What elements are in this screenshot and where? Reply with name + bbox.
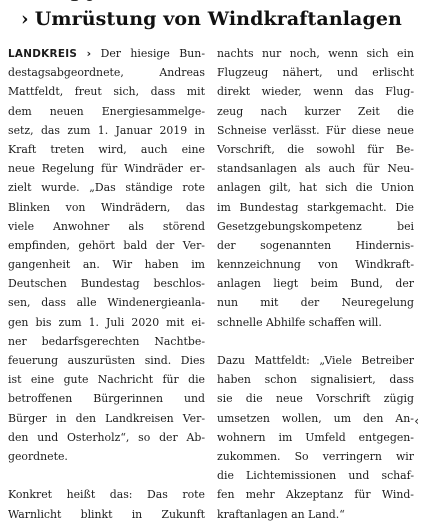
headline-chevron-icon: ›	[21, 8, 29, 30]
article-line: Blinken von Windrädern, das	[8, 200, 205, 214]
article-line: Deutschen Bundestag beschlos-	[8, 277, 205, 291]
article-line: Warnlicht blinkt in Zukunft	[8, 507, 205, 521]
article-line: anlagen gilt, hat sich die Union	[217, 181, 414, 195]
article-line: umsetzen wollen, um den An-	[217, 411, 414, 425]
article-line: destagsabgeordnete, Andreas	[8, 66, 205, 80]
headline-text: Umrüstung von Windkraftanlagen	[34, 8, 402, 30]
article-line	[8, 44, 205, 63]
article-line-text: Der hiesige Bun-	[100, 47, 206, 60]
article-line: wohnern im Umfeld entgegen-	[217, 430, 414, 444]
article-line: zeug nach kurzer Zeit die	[217, 104, 414, 118]
article-line: dem neuen Energiesammelge-	[8, 104, 205, 118]
article-line: Flugzeug nähert, und erlischt	[217, 66, 414, 80]
article-line: Bürger in den Landkreisen Ver-	[8, 411, 205, 425]
dateline-chevron-icon: ›	[86, 47, 92, 60]
chevron-left-icon[interactable]: ‹	[414, 414, 419, 428]
article-line: die Lichtemissionen und schaf-	[217, 469, 414, 483]
article-line: Vorschrift, die sowohl für Be-	[217, 142, 414, 156]
article-line: nachts nur noch, wenn sich ein	[217, 47, 414, 60]
article-line: direkt wieder, wenn das Flug-	[217, 85, 414, 99]
article-line: feuerung auszurüsten sind. Dies	[8, 354, 205, 367]
right-paragraph-2	[217, 351, 414, 524]
article-line: ist eine gute Nachricht für die	[8, 373, 205, 387]
article-line: sie die neue Vorschrift zügig	[217, 392, 414, 406]
article-line: nun mit der Neuregelung	[217, 296, 414, 310]
article-line: gangenheit an. Wir haben im	[8, 258, 205, 272]
article-line: fen mehr Akzeptanz für Wind-	[217, 488, 414, 502]
left-paragraph-2	[8, 485, 205, 523]
paragraph-gap	[8, 466, 205, 485]
article-line: schnelle Abhilfe schaffen will.	[217, 315, 382, 329]
article-line: im Bundestag starkgemacht. Die	[217, 200, 414, 214]
article-line: Dazu Mattfeldt: „Viele Betreiber	[217, 354, 414, 367]
cut-off-previous-headline	[0, 0, 423, 3]
article-line: den und Osterholz“, so der Ab-	[8, 430, 205, 444]
article-line: betroffenen Bürgerinnen und	[8, 392, 205, 406]
article-line: Schneise verlässt. Für diese neue	[217, 123, 414, 137]
article-line: standsanlagen als auch für Neu-	[217, 162, 414, 176]
article-line: Gesetzgebungskompetenz bei	[217, 219, 414, 233]
article-line: Kraft treten wird, auch eine	[8, 142, 205, 156]
article-headline	[0, 4, 423, 34]
paragraph-gap	[217, 332, 414, 351]
article-line: sen, dass alle Windenergieanla-	[8, 296, 205, 310]
article-line: zukommen. So verringern wir	[217, 449, 414, 463]
article-line: Konkret heißt das: Das rote	[8, 488, 205, 502]
right-paragraph-1	[217, 44, 414, 332]
article-line: haben schon signalisiert, dass	[217, 373, 414, 387]
article-line: setz, das zum 1. Januar 2019 in	[8, 123, 205, 137]
left-paragraph-1	[8, 63, 205, 466]
article-line: gen bis zum 1. Juli 2020 mit ei-	[8, 315, 205, 329]
article-line: anlagen liegt beim Bund, der	[217, 277, 414, 291]
article-line: zielt wurde. „Das ständige rote	[8, 181, 205, 195]
article-line: geordnete.	[8, 449, 68, 463]
article-line: kraftanlagen an Land.“	[217, 507, 345, 521]
article-line: der sogenannten Hindernis-	[217, 238, 414, 252]
article-line: ner bedarfsgerechten Nachtbe-	[8, 334, 205, 348]
article-column-right	[217, 44, 414, 524]
article-line: viele Anwohner als störend	[8, 219, 205, 233]
article-line: empfinden, gehört bald der Ver-	[8, 238, 205, 252]
dateline: LANDKREIS	[8, 48, 78, 60]
article-line: Mattfeldt, freut sich, dass mit	[8, 85, 205, 99]
article-line: kennzeichnung von Windkraft-	[217, 258, 414, 272]
article-line: neue Regelung für Windräder er-	[8, 162, 205, 176]
article-column-left	[8, 44, 205, 524]
